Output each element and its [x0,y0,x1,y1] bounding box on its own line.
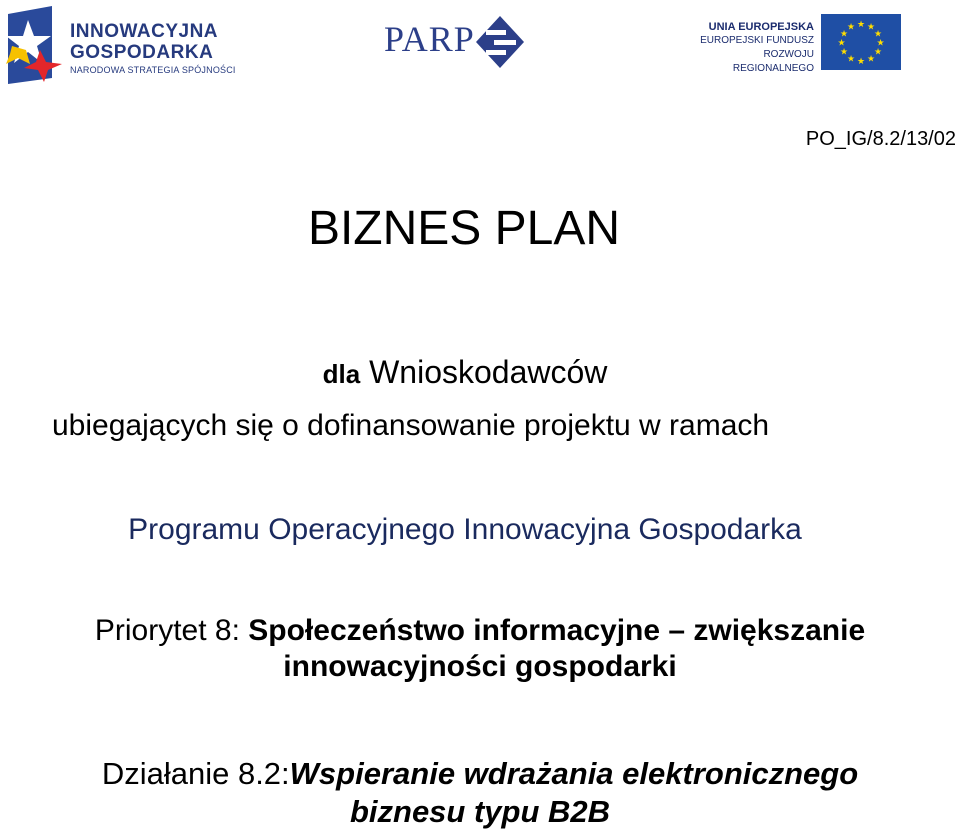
parp-wordmark: PARP [384,19,475,59]
svg-text:★: ★ [866,54,876,65]
svg-text:★: ★ [873,29,883,40]
svg-text:★: ★ [837,38,846,49]
eu-logo [683,14,903,72]
eu-logo-line1: UNIA EUROPEJSKA [708,21,814,33]
eu-logo-line3: ROZWOJU REGIONALNEGO [732,49,814,74]
priority-name-line1: Społeczeństwo informacyjne – zwiększanie [248,614,866,647]
for-prefix: dla [322,359,361,389]
svg-text:★: ★ [866,22,876,33]
for-line [0,352,930,394]
parp-diamond-icon [476,16,524,68]
measure-block [0,755,960,831]
svg-text:★: ★ [856,20,866,30]
measure-label: Działanie 8.2: [101,756,290,791]
page-title: BIZNES PLAN [307,202,621,255]
priority-name-line2: innowacyjności gospodarki [283,650,677,683]
measure-name-line2: biznesu typu B2B [349,794,611,829]
innovative-economy-wordmark [70,21,236,77]
ig-logo-line2: GOSPODARKA [70,42,214,63]
svg-text:★: ★ [856,57,866,67]
svg-text:★: ★ [839,29,849,40]
eu-logo-line2: EUROPEJSKI FUNDUSZ [700,35,814,46]
ig-logo-line3: NARODOWA STRATEGIA SPÓJNOŚCI [70,65,236,75]
priority-block [0,613,960,685]
priority-label: Priorytet 8: [94,614,240,647]
for-who: Wnioskodawców [369,354,608,390]
eu-flag-icon [821,14,901,70]
parp-logo [384,14,529,74]
svg-text:★: ★ [846,54,856,65]
svg-text:★: ★ [873,47,883,58]
svg-text:★: ★ [846,22,856,33]
document-code: PO_IG/8.2/13/02 [805,128,956,150]
eu-wordmark [683,20,814,76]
innovative-economy-logo [6,6,256,84]
programme-name: Programu Operacyjnego Innowacyjna Gospodarka [128,513,802,546]
measure-name-line1: Wspieranie wdrażania elektronicznego [289,756,859,791]
applying-line: ubiegających się o dofinansowanie projektu w ramach [52,409,770,442]
svg-text:★: ★ [839,47,849,58]
svg-text:★: ★ [876,38,885,49]
innovative-economy-emblem-icon [6,6,64,84]
ig-logo-line1: INNOWACYJNA [70,21,219,42]
